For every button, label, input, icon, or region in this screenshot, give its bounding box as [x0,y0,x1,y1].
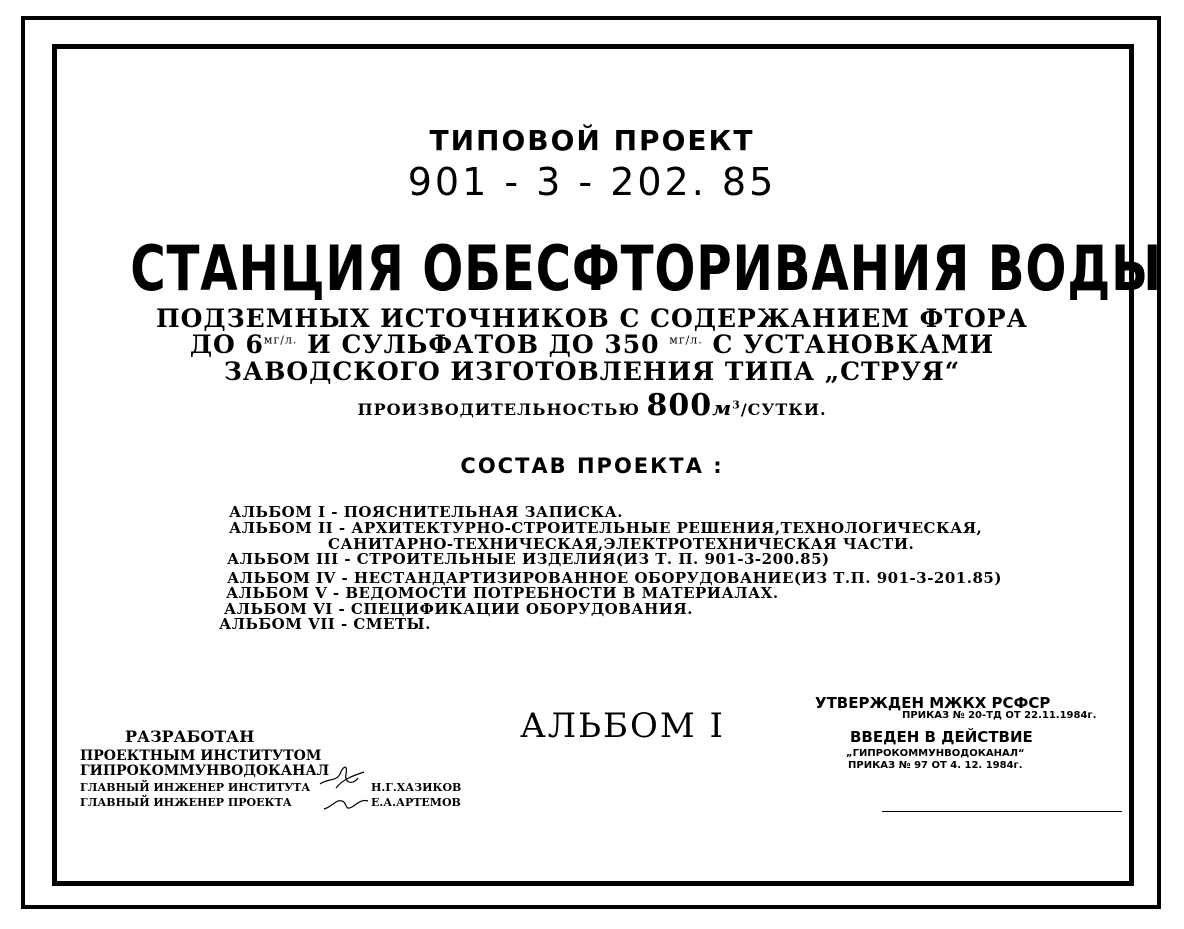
album-label: АЛЬБОМ I [520,706,725,746]
contents-heading: СОСТАВ ПРОЕКТА : [460,454,724,478]
developer-heading: РАЗРАБОТАН [125,727,255,746]
chief-engineer-project-name: Е.А.АРТЕМОВ [371,796,461,809]
signature-artemov [322,791,370,815]
chief-engineer-institute-name: Н.Г.ХАЗИКОВ [371,781,462,794]
enacting-order: ПРИКАЗ № 97 ОТ 4. 12. 1984г. [848,760,1023,771]
capacity-per-day: /СУТКИ. [740,400,827,419]
capacity-label: ПРОИЗВОДИТЕЛЬНОСТЬЮ [357,400,647,419]
title-line-4 [0,388,1184,423]
contents-item: АЛЬБОМ VII - СМЕТЫ. [219,615,431,633]
unit-mg-l-2: мг/л. [669,333,703,347]
chief-engineer-project-role: ГЛАВНЫЙ ИНЖЕНЕР ПРОЕКТА [80,796,292,809]
title-line-3: ЗАВОДСКОГО ИЗГОТОВЛЕНИЯ ТИПА „СТРУЯ“ [223,357,961,386]
main-title: СТАНЦИЯ ОБЕСФТОРИВАНИЯ ВОДЫ [130,232,1163,305]
title-line-2-c: С УСТАНОВКАМИ [702,330,995,359]
capacity-unit: м [712,396,733,420]
enacted-label: ВВЕДЕН В ДЕЙСТВИЕ [850,728,1033,746]
enacting-organization: „ГИПРОКОММУНВОДОКАНАЛ“ [846,748,1025,759]
title-line-2-a: ДО 6 [189,330,264,359]
contents-item: АЛЬБОМ IV - НЕСТАНДАРТИЗИРОВАННОЕ ОБОРУДОВАНИЕ(ИЗ Т.П. 901-3-201.85) [227,569,1002,587]
developer-organization: ГИПРОКОММУНВОДОКАНАЛ [80,763,330,779]
contents-item: САНИТАРНО-ТЕХНИЧЕСКАЯ,ЭЛЕКТРОТЕХНИЧЕСКАЯ ЧАСТИ. [328,535,915,553]
title-line-2 [0,330,1184,359]
contents-item: АЛЬБОМ III - СТРОИТЕЛЬНЫЕ ИЗДЕЛИЯ(ИЗ Т. П. 901-3-200.85) [227,550,830,568]
title-line-1: ПОДЗЕМНЫХ ИСТОЧНИКОВ С СОДЕРЖАНИЕМ ФТОРА [156,304,1028,333]
project-number: 901 - 3 - 202. 85 [407,160,777,204]
capacity-unit-exp: 3 [732,398,741,412]
capacity-value: 800 [646,388,713,423]
approved-by: УТВЕРЖДЕН МЖКХ РСФСР [815,694,1051,712]
developer-institute: ПРОЕКТНЫМ ИНСТИТУТОМ [80,748,322,764]
signature-khazikov [318,760,368,792]
unit-mg-l-1: мг/л. [263,333,298,347]
project-type-label: ТИПОВОЙ ПРОЕКТ [429,124,755,157]
chief-engineer-institute-role: ГЛАВНЫЙ ИНЖЕНЕР ИНСТИТУТА [80,781,311,794]
divider-line [882,811,1122,812]
approval-order: ПРИКАЗ № 20-ТД ОТ 22.11.1984г. [902,710,1097,721]
contents-item: АЛЬБОМ II - АРХИТЕКТУРНО-СТРОИТЕЛЬНЫЕ РЕШЕНИЯ,ТЕХНОЛОГИЧЕСКАЯ, [229,519,983,537]
title-line-2-b: И СУЛЬФАТОВ ДО 350 [297,330,670,359]
contents-item: АЛЬБОМ V - ВЕДОМОСТИ ПОТРЕБНОСТИ В МАТЕРИАЛАХ. [226,584,779,602]
contents-item: АЛЬБОМ I - ПОЯСНИТЕЛЬНАЯ ЗАПИСКА. [229,503,623,521]
contents-item: АЛЬБОМ VI - СПЕЦИФИКАЦИИ ОБОРУДОВАНИЯ. [224,600,693,618]
